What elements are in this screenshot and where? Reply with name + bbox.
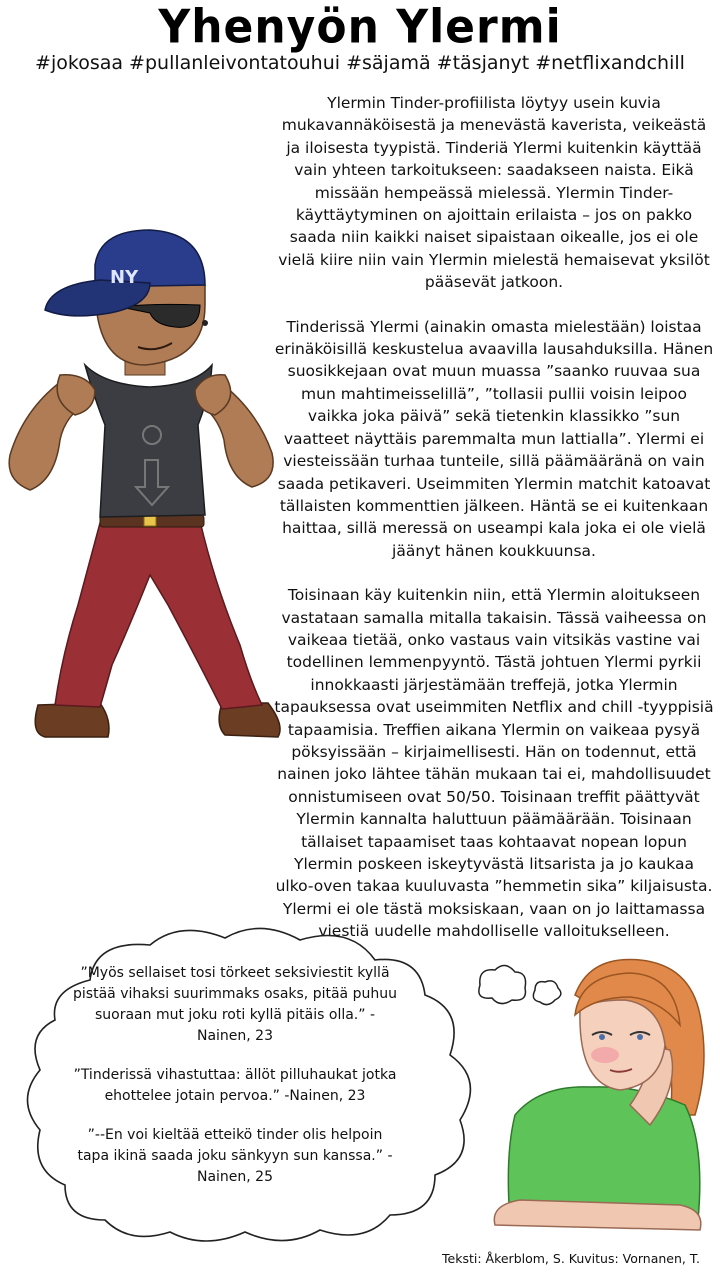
- article-paragraph: Ylermin Tinder-profiilista löytyy usein kuvia mukavannäköisestä ja menevästä kaverista, veikeästä ja iloisesta tyypistä. Tinderiä Ylermi kuitenkin käyttää vain yhteen tarkoitukseen: saadakseen naista. Eikä missään hempeässä mielessä. Ylermin Tinder-käyttäytyminen on ajoittain erilaista – jos on pakko saada niin kaikki naiset sipaistaan oikealle, jos ei ole vielä kiire niin vain Ylermin mielestä hemaisevat yksilöt pääsevät jatkoon.: [278, 94, 710, 292]
- woman-cheek: [591, 1047, 619, 1063]
- belt-buckle: [144, 516, 156, 526]
- quote: ”--En voi kieltää etteikö tinder olis helpoin tapa ikinä saada joku sänkyyn sun kanssa.” -Nainen, 25: [77, 1127, 393, 1185]
- quote: ”Tinderissä vihastuttaa: ällöt pilluhaukat jotka ehottelee jotain pervoa.” -Nainen, 23: [73, 1067, 397, 1104]
- earring: [202, 320, 208, 326]
- quotes: [70, 963, 400, 1206]
- credits: Teksti: Åkerblom, S. Kuvitus: Vornanen, T.: [442, 1251, 700, 1266]
- ylermi-illustration: [0, 225, 285, 745]
- cap-logo: NY: [110, 267, 139, 288]
- quote: ”Myös sellaiset tosi törkeet seksiviestit kyllä pistää vihaksi suurimmaks osaks, pitää puhuu suoraan mut joku roti kyllä pitäis olla.” -Nainen, 23: [73, 965, 397, 1044]
- left-boot: [35, 703, 109, 737]
- article-paragraph: Toisinaan käy kuitenkin niin, että Ylermin aloitukseen vastataan samalla mitalla takaisin. Tässä vaiheessa on vaikeaa tietää, onko vastaus vain vitsikäs vastine vai todellinen lemmenpyyntö. Tästä johtuen Ylermi pyrkii innokkaasti järjestämään treffejä, jotka Ylermin tapauksessa ovat useimmiten Netflix and chill -tyyppisiä tapaamisia. Treffien aikana Ylermin on vaikeaa pysyä pöksyissään – kirjaimellisesti. Hän on todennut, että nainen joko lähtee tähän mukaan tai ei, mahdollisuudet onnistumiseen ovat 50/50. Toisinaan treffit päättyvät Ylermin kannalta haluttuun päämäärään. Toisinaan tällaiset tapaamiset taas kohtaavat nopean lopun Ylermin poskeen iskeytyvästä litsarista ja jo kaukaa ulko-oven takaa kuuluvasta ”hemmetin sika” kiljaisusta. Ylermi ei ole tästä moksiskaan, vaan on jo laittamassa viestiä uudelle mahdolliselle valloitukselleen.: [274, 586, 714, 941]
- pants: [55, 521, 262, 709]
- tank-top: [85, 365, 212, 517]
- page-title: Yhenyön Ylermi: [158, 0, 562, 55]
- hashtags: #jokosaa #pullanleivontatouhui #säjamä #täsjanyt #netflixandchill: [35, 52, 685, 74]
- woman-illustration: [480, 955, 720, 1255]
- woman-arm: [494, 1200, 701, 1230]
- article: [274, 92, 714, 965]
- article-paragraph: Tinderissä Ylermi (ainakin omasta mielestään) loistaa erinäköisillä keskustelua avaavilla lausahduksilla. Hänen suosikkejaan ovat muun muassa ”saanko ruuvaa sua mun mahtimeisselillä”, ”tollasii pullii voisin leipoo vaikka joka päivä” sekä tietenkin klassikko ”sun vaatteet näyttäis paremmalta mun lattialla”. Ylermi ei viesteissään turhaa tunteile, sillä päämääränä on vain saada petikaveri. Useimmiten Ylermin matchit katoavat tällaisten kommenttien jälkeen. Häntä se ei kuitenkaan haittaa, sillä meressä on useampi kala joka ei ole vielä jäänyt hänen koukkuunsa.: [274, 317, 714, 560]
